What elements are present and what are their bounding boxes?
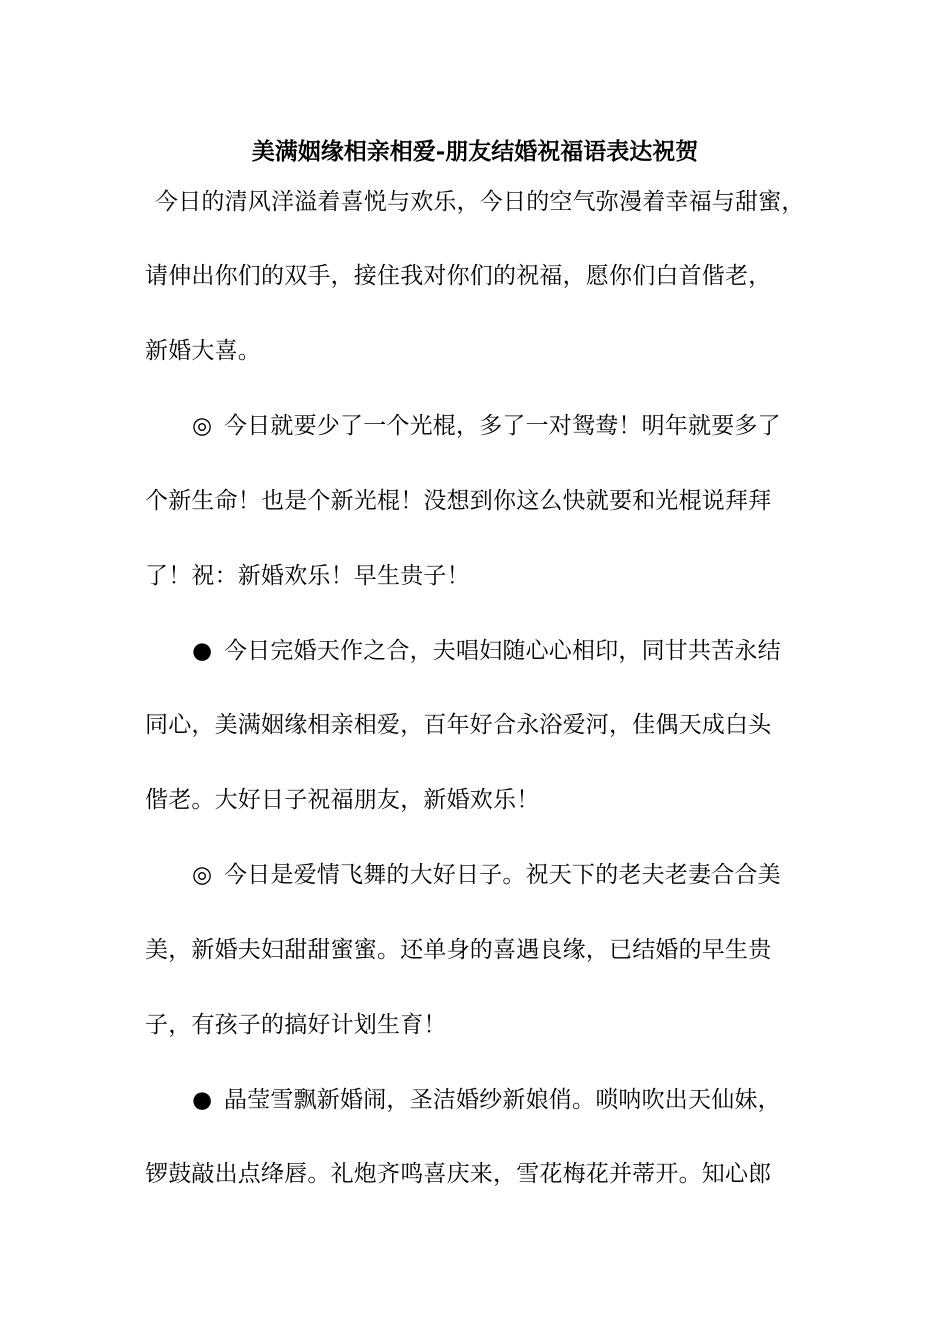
item-2-line-1 bbox=[192, 633, 781, 669]
item-2-line-3: 偕老。大好日子祝福朋友，新婚欢乐！ bbox=[145, 787, 540, 813]
item-2-text: 今日完婚天作之合，夫唱妇随心心相印，同甘共苦永结 bbox=[224, 638, 781, 664]
intro-line-2: 请伸出你们的双手，接住我对你们的祝福，愿你们白首偕老， bbox=[145, 263, 772, 289]
item-1-line-2: 个新生命！也是个新光棍！没想到你这么快就要和光棍说拜拜 bbox=[145, 488, 772, 514]
item-1-line-3: 了！祝：新婚欢乐！早生贵子！ bbox=[145, 563, 470, 589]
item-3-text: 今日是爱情飞舞的大好日子。祝天下的老夫老妻合合美 bbox=[224, 862, 781, 888]
document-title: 美满姻缘相亲相爱-朋友结婚祝福语表达祝贺 bbox=[251, 138, 699, 165]
intro-line-3: 新婚大喜。 bbox=[145, 338, 261, 364]
intro-line-1: 今日的清风洋溢着喜悦与欢乐，今日的空气弥漫着幸福与甜蜜， bbox=[155, 189, 805, 215]
double-circle-icon: ◎ bbox=[192, 862, 213, 888]
item-1-text: 今日就要少了一个光棍，多了一对鸳鸯！明年就要多了 bbox=[224, 413, 781, 439]
item-4-line-2: 锣鼓敲出点绛唇。礼炮齐鸣喜庆来，雪花梅花并蒂开。知心郎 bbox=[145, 1161, 772, 1187]
item-2-line-2: 同心，美满姻缘相亲相爱，百年好合永浴爱河，佳偶天成白头 bbox=[145, 712, 772, 738]
item-1-line-1 bbox=[192, 408, 781, 444]
item-4-line-1 bbox=[192, 1082, 781, 1118]
item-3-line-1 bbox=[192, 857, 781, 893]
bullet-icon: ● bbox=[192, 638, 213, 664]
item-3-line-3: 子，有孩子的搞好计划生育！ bbox=[145, 1012, 447, 1038]
double-circle-icon: ◎ bbox=[192, 413, 213, 439]
item-4-text: 晶莹雪飘新婚闹，圣洁婚纱新娘俏。唢呐吹出天仙妹， bbox=[224, 1087, 781, 1113]
bullet-icon: ● bbox=[192, 1087, 213, 1113]
item-3-line-2: 美，新婚夫妇甜甜蜜蜜。还单身的喜遇良缘，已结婚的早生贵 bbox=[145, 937, 772, 963]
